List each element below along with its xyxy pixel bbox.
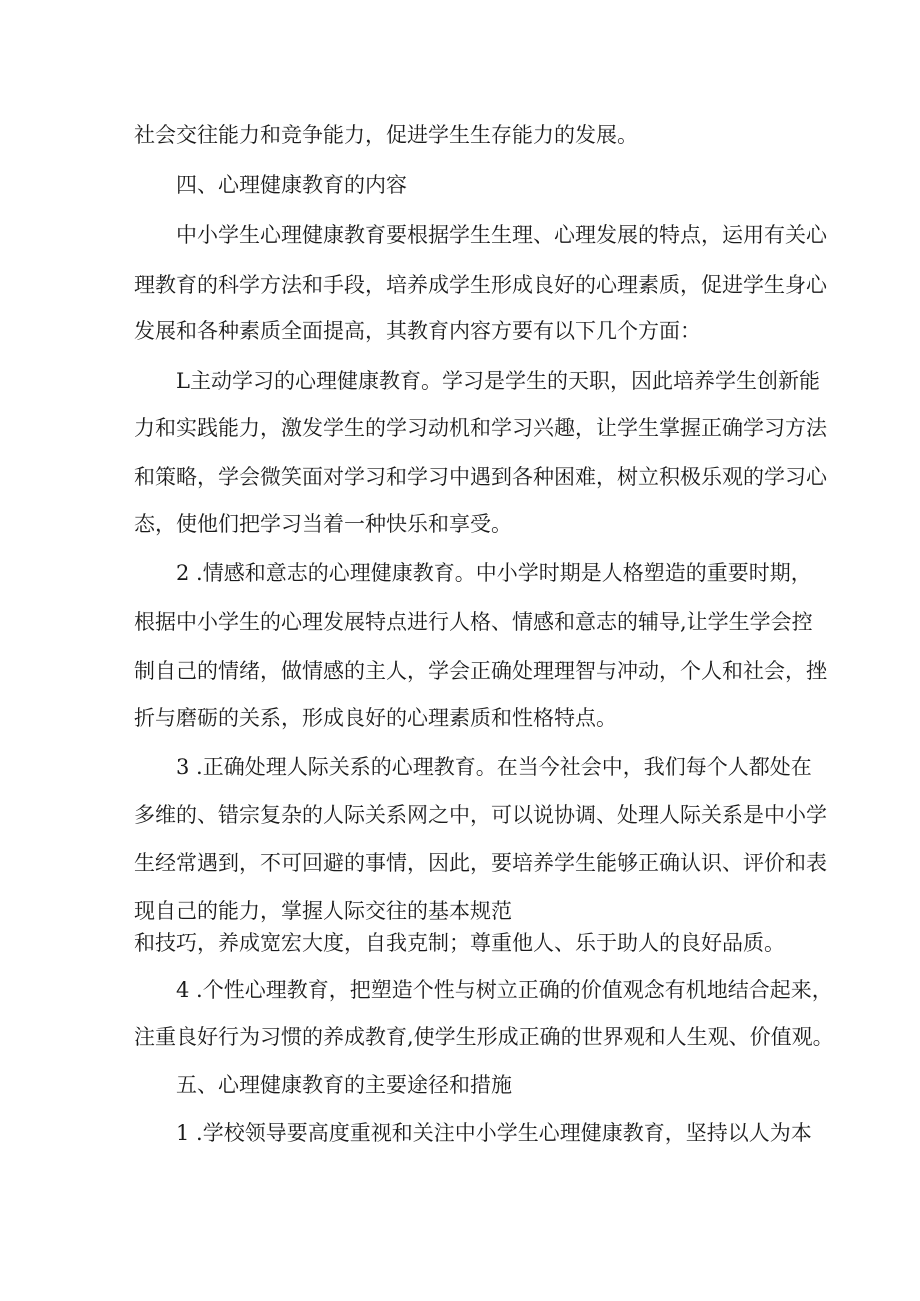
text-line: L主动学习的心理健康教育。学习是学生的天职，因此培养学生创新能 xyxy=(176,369,820,393)
text-line: 根据中小学生的心理发展特点进行人格、情感和意志的辅导,让学生学会控 xyxy=(134,610,813,634)
text-line: 1 .学校领导要高度重视和关注中小学生心理健康教育，坚持以人为本 xyxy=(176,1121,812,1145)
text-line: 中小学生心理健康教育要根据学生生理、心理发展的特点，运用有关心 xyxy=(176,223,827,247)
text-line: 2 .情感和意志的心理健康教育。中小学时期是人格塑造的重要时期， xyxy=(176,561,812,585)
text-line: 多维的、错宗复杂的人际关系网之中，可以说协调、处理人际关系是中小学 xyxy=(134,803,827,827)
text-line: 4 .个性心理教育，把塑造个性与树立正确的价值观念有机地结合起来， xyxy=(176,978,833,1002)
text-line: 理教育的科学方法和手段，培养成学生形成良好的心理素质，促进学生身心 xyxy=(134,273,827,297)
text-line: 社会交往能力和竞争能力，促进学生生存能力的发展。 xyxy=(134,123,638,147)
text-line: 和策略，学会微笑面对学习和学习中遇到各种困难，树立积极乐观的学习心 xyxy=(134,465,827,489)
text-line: 力和实践能力，激发学生的学习动机和学习兴趣，让学生掌握正确学习方法 xyxy=(134,416,827,440)
text-line: 态，使他们把学习当着一种快乐和享受。 xyxy=(134,512,512,536)
text-line: 和技巧，养成宽宏大度，自我克制；尊重他人、乐于助人的良好品质。 xyxy=(134,931,785,955)
text-line: 注重良好行为习惯的养成教育,使学生形成正确的世界观和人生观、价值观。 xyxy=(134,1025,834,1049)
section-heading: 五、心理健康教育的主要途径和措施 xyxy=(176,1073,512,1097)
text-line: 折与磨砺的关系，形成良好的心理素质和性格特点。 xyxy=(134,706,617,730)
text-line: 制自己的情绪，做情感的主人，学会正确处理理智与冲动，个人和社会，挫 xyxy=(134,659,827,683)
text-line: 3 .正确处理人际关系的心理教育。在当今社会中，我们每个人都处在 xyxy=(176,755,812,779)
text-line: 生经常遇到，不可回避的事情，因此，要培养学生能够正确认识、评价和表 xyxy=(134,851,827,875)
text-line: 发展和各种素质全面提高，其教育内容方要有以下几个方面： xyxy=(134,319,701,343)
text-line: 现自己的能力，掌握人际交往的基本规范 xyxy=(134,899,512,923)
section-heading: 四、心理健康教育的内容 xyxy=(176,173,407,197)
